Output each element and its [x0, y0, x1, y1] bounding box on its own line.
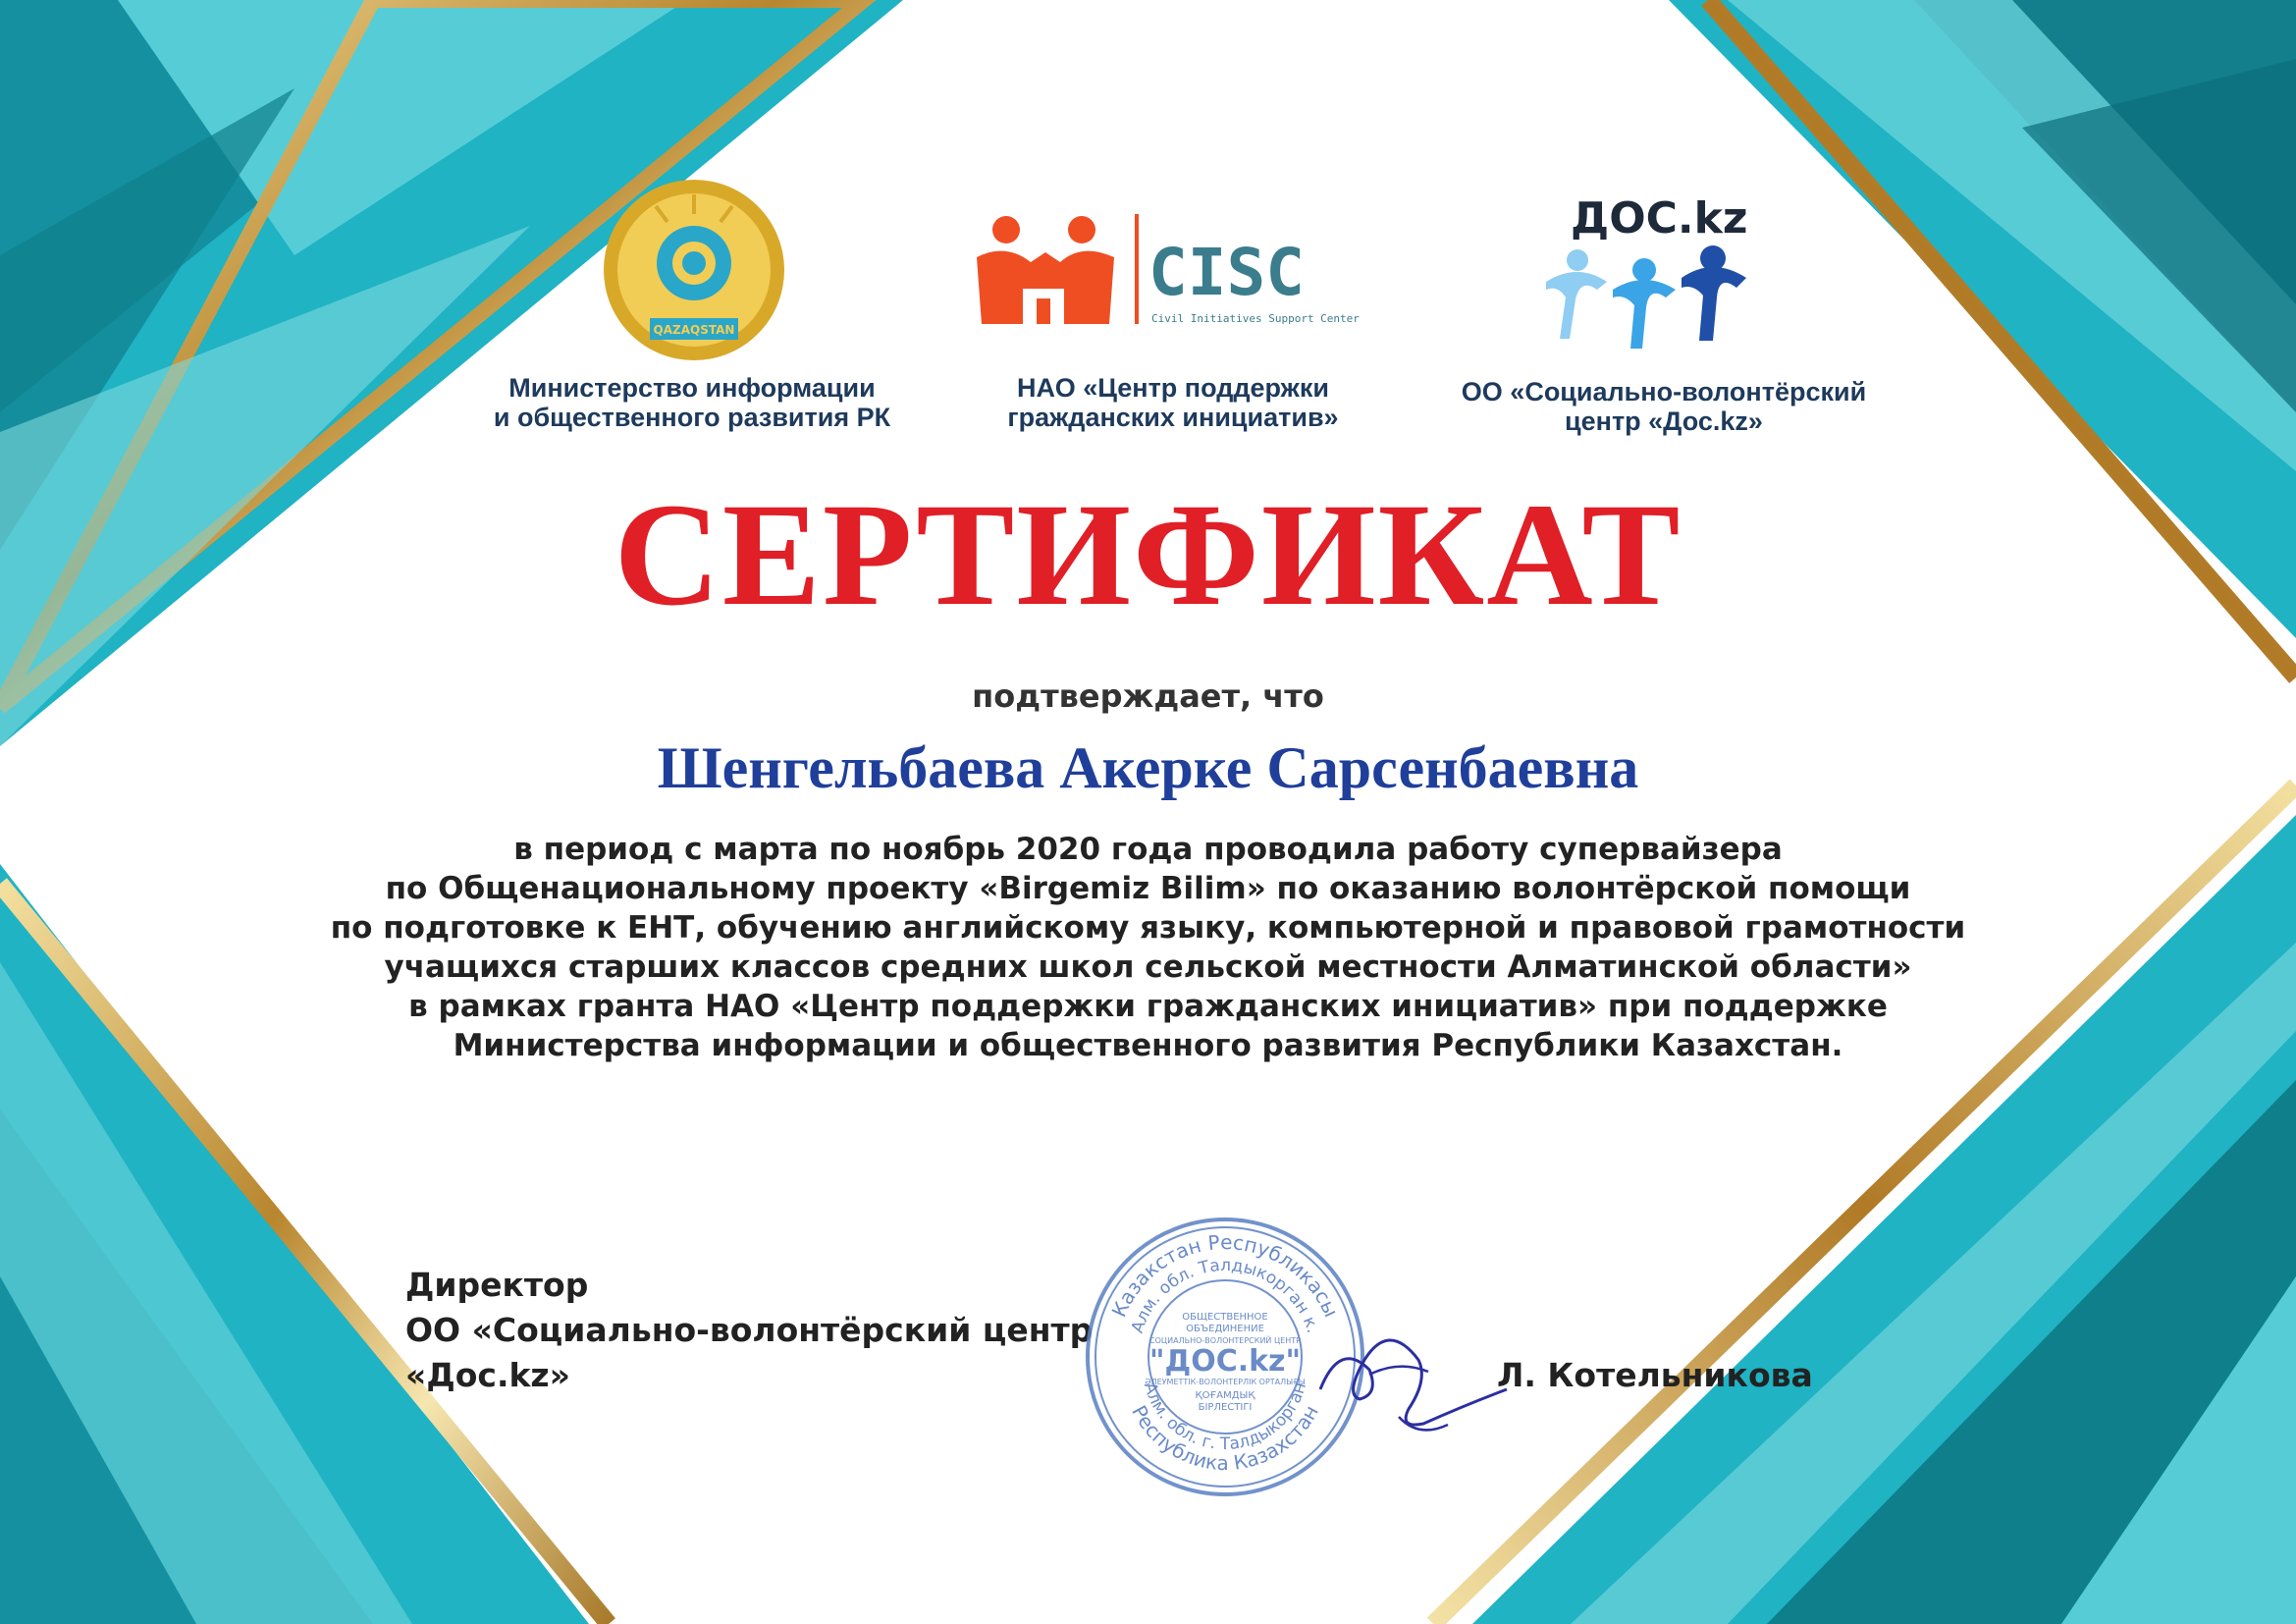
- signatory-role: Директор: [405, 1266, 589, 1304]
- signatory-org-line: ОО «Социально-волонтёрский центр: [405, 1311, 1094, 1349]
- body-line: по Общенациональному проекту «Birgemiz Bilim» по оказанию волонтёрской помощи: [385, 871, 1911, 906]
- dos-kz-logo: [1536, 191, 1777, 368]
- org-caption-line: ОО «Социально-волонтёрский: [1461, 377, 1867, 406]
- certificate-body: [0, 830, 2296, 1065]
- emblem-text: QAZAQSTAN: [653, 323, 735, 337]
- stamp-text: "ДОС.kz": [1148, 1344, 1302, 1379]
- stamp-text: ОБЪЕДИНЕНИЕ: [1186, 1324, 1264, 1334]
- handwritten-signature: [1310, 1301, 1517, 1448]
- cisc-logo-text: CISC: [1148, 235, 1305, 310]
- body-line: Министерства информации и общественного развития Республики Казахстан.: [453, 1028, 1843, 1063]
- org-caption-line: центр «Дос.kz»: [1565, 406, 1763, 436]
- stamp-text: ҚОҒАМДЫҚ: [1195, 1390, 1255, 1401]
- signatory-org-line: «Дос.kz»: [405, 1356, 570, 1394]
- signatory-block: [405, 1263, 1093, 1398]
- org-caption-line: гражданских инициатив»: [1007, 403, 1339, 432]
- body-line: в период с марта по ноябрь 2020 года проводила работу супервайзера: [513, 832, 1783, 867]
- org-caption-ministry: [422, 373, 962, 432]
- org-caption-cisc: [913, 373, 1433, 432]
- body-line: учащихся старших классов средних школ сельской местности Алматинской области»: [384, 949, 1912, 985]
- stamp-text: Алм. обл. Талдыкорган к.: [1127, 1255, 1323, 1336]
- kazakhstan-emblem-logo: [599, 175, 790, 366]
- stamp-text: ОБЩЕСТВЕННОЕ: [1182, 1312, 1268, 1323]
- certificate-title: СЕРТИФИКАТ: [614, 473, 1682, 636]
- stamp-text: Республика Казахстан: [1127, 1401, 1323, 1476]
- body-line: в рамках гранта НАО «Центр поддержки гражданских инициатив» при поддержке: [408, 989, 1888, 1024]
- dos-kz-logo-text: ДОС.kz: [1571, 193, 1748, 244]
- signatory-name: Л. Котельникова: [1497, 1356, 1813, 1394]
- body-line: по подготовке к ЕНТ, обучению английскому языку, компьютерной и правовой грамотности: [330, 910, 1966, 946]
- org-caption-dos-kz: [1394, 377, 1934, 436]
- stamp-text: Алм. обл. г. Талдыкорган: [1139, 1380, 1311, 1455]
- stamp-text: ӘЛЕУМЕТТІК-ВОЛОНТЕРЛІК ОРТАЛЫҒЫ: [1145, 1378, 1306, 1386]
- recipient-name: Шенгельбаева Акерке Сарсенбаевна: [657, 735, 1639, 800]
- org-caption-line: Министерство информации: [508, 373, 876, 403]
- stamp-text: Казакстан Республикасы: [1106, 1229, 1344, 1321]
- cisc-logo-subtext: Civil Initiatives Support Center: [1151, 312, 1360, 325]
- stamp-text: СОЦИАЛЬНО-ВОЛОНТЕРСКИЙ ЦЕНТР: [1149, 1336, 1301, 1345]
- org-caption-line: и общественного развития РК: [493, 403, 891, 432]
- org-caption-line: НАО «Центр поддержки: [1017, 373, 1329, 403]
- cisc-logo: [972, 208, 1374, 331]
- confirms-text: подтверждает, что: [972, 677, 1324, 715]
- stamp-text: БІРЛЕСТІГІ: [1198, 1402, 1253, 1413]
